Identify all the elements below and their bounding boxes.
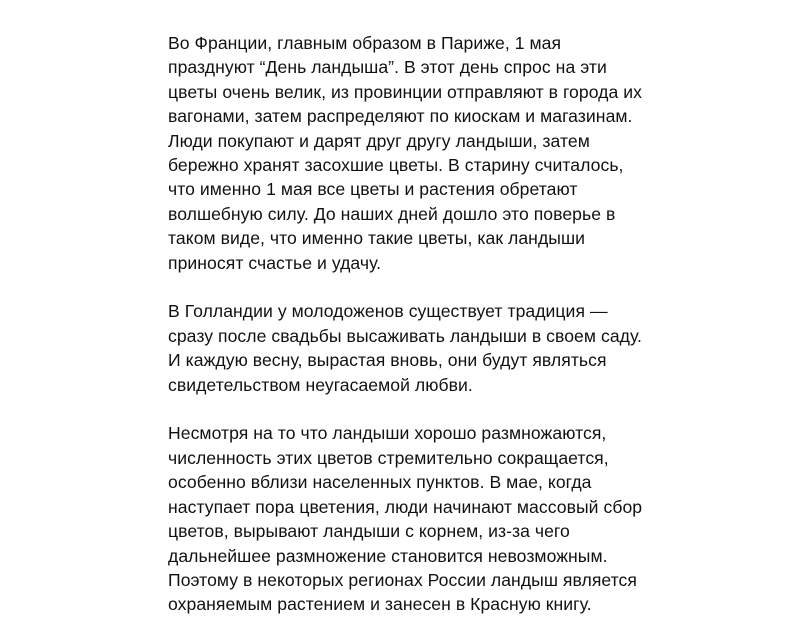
text-block xyxy=(168,31,728,641)
paragraph-conservation: Несмотря на то что ландыши хорошо размножаются, численность этих цветов стремительно сокращается, особенно вблизи населенных пунктов. В мае, когда наступает пора цветения, люди начинают массовый сбор цветов, вырывают ландыши с корнем, из-за чего дальнейшее размножение становится невозможным. Поэтому в некоторых регионах России ландыш является охраняемым растением и занесен в Красную книгу. xyxy=(168,423,643,615)
paragraph-holland: В Голландии у молодоженов существует традиция — сразу после свадьбы высаживать ландыши в своем саду. И каждую весну, вырастая вновь, они будут являться свидетельством неугасаемой любви. xyxy=(168,301,642,395)
paragraph-france: Во Франции, главным образом в Париже, 1 мая празднуют “День ландыша”. В этот день спрос на эти цветы очень велик, из провинции отправляют в города их вагонами, затем распределяют по киоскам и магазинам. Люди покупают и дарят друг другу ландыши, затем бережно хранят засохшие цветы. В старину считалось, что именно 1 мая все цветы и растения обретают волшебную силу. До наших дней дошло это поверье в таком виде, что именно такие цветы, как ландыши приносят счастье и удачу. xyxy=(168,33,642,273)
